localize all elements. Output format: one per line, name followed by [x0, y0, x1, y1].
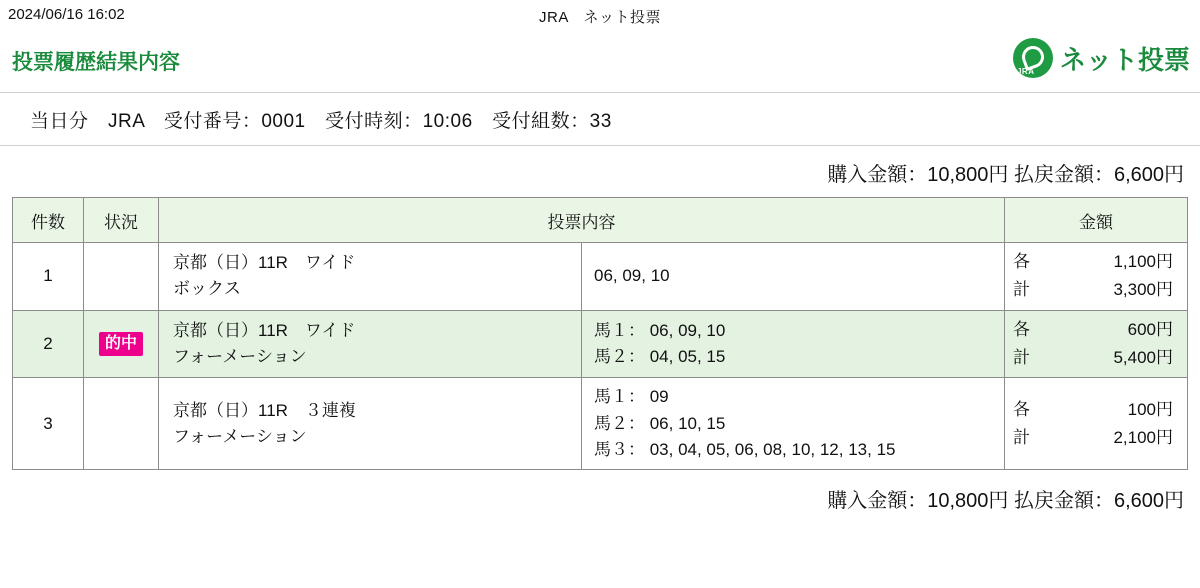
amount-grid — [1005, 249, 1187, 304]
table-header-row — [13, 198, 1188, 243]
selection-line: 06, 09, 10 — [594, 266, 670, 286]
amount-grid — [1005, 317, 1187, 372]
amount-label: 計 — [1013, 280, 1030, 300]
row-selection-cell — [582, 243, 1005, 311]
row-bet-detail-cell — [159, 378, 582, 470]
jra-logo-text: JRA — [1016, 67, 1035, 76]
totals-bottom-text: 購入金額：10,800円 払戻金額：6,600円 — [827, 490, 1184, 513]
page-header — [0, 30, 1200, 92]
totals-bottom — [0, 470, 1200, 513]
table-row — [13, 378, 1188, 470]
amount-value: 1,100円 — [1113, 252, 1173, 271]
row-bet-detail-cell — [159, 243, 582, 311]
amount-value: 5,400円 — [1113, 348, 1173, 368]
bet-history-table — [12, 197, 1188, 470]
amount-label: 計 — [1013, 427, 1030, 447]
amount-value: 3,300円 — [1113, 280, 1173, 300]
header-amount: 金額 — [1005, 198, 1188, 243]
bet-detail-line: 京都（日）11R ワイド — [173, 320, 356, 340]
amount-label: 各 — [1013, 252, 1030, 271]
selection-line: 馬３： 03, 04, 05, 06, 08, 10, 12, 13, 15 — [594, 440, 896, 460]
selection-line: 馬２： 06, 10, 15 — [594, 413, 726, 433]
totals-top-text: 購入金額：10,800円 払戻金額：6,600円 — [827, 164, 1184, 186]
receipt-info-text: 当日分 JRA 受付番号：0001 受付時刻：10:06 受付組数：33 — [30, 110, 612, 132]
timestamp-label: 2024/06/16 16:02 — [8, 6, 125, 23]
header-content: 投票内容 — [159, 198, 1005, 243]
bet-detail-line: 京都（日）11R ワイド — [173, 253, 356, 272]
row-status-cell — [84, 378, 159, 470]
row-count-cell: 3 — [13, 378, 84, 470]
row-bet-detail-cell — [159, 310, 582, 378]
bet-detail-line: フォーメーション — [173, 347, 307, 367]
page-title: 投票履歴結果内容 — [12, 51, 180, 74]
row-amount-cell — [1005, 243, 1188, 311]
bet-detail-line: フォーメーション — [173, 426, 307, 446]
amount-label: 各 — [1013, 319, 1030, 339]
jra-horse-icon — [1013, 38, 1053, 78]
row-status-cell — [84, 243, 159, 311]
row-count-cell: 1 — [13, 243, 84, 311]
header-count: 件数 — [13, 198, 84, 243]
table-row — [13, 310, 1188, 378]
amount-value: 100円 — [1127, 399, 1173, 419]
amount-label: 計 — [1013, 348, 1030, 368]
amount-grid — [1005, 397, 1187, 452]
selection-line: 馬２： 04, 05, 15 — [594, 347, 726, 367]
receipt-info-band — [0, 92, 1200, 146]
top-status-bar — [0, 0, 1200, 30]
selection-line: 馬１： 06, 09, 10 — [594, 320, 726, 340]
amount-value: 2,100円 — [1113, 427, 1173, 447]
row-selection-cell — [582, 378, 1005, 470]
status-badge: 的中 — [99, 332, 143, 357]
selection-line: 馬１： 09 — [594, 387, 669, 407]
row-status-cell — [84, 310, 159, 378]
row-amount-cell — [1005, 378, 1188, 470]
table-row — [13, 243, 1188, 311]
window-title: JRA ネット投票 — [538, 9, 661, 26]
totals-top — [0, 146, 1200, 197]
row-amount-cell — [1005, 310, 1188, 378]
amount-value: 600円 — [1127, 319, 1173, 339]
row-count-cell: 2 — [13, 310, 84, 378]
brand-name-label: ネット投票 — [1059, 44, 1190, 75]
row-selection-cell — [582, 310, 1005, 378]
brand-logo-group — [1013, 38, 1190, 78]
amount-label: 各 — [1013, 399, 1030, 419]
header-status: 状況 — [84, 198, 159, 243]
bet-detail-line: ボックス — [173, 279, 241, 299]
bet-detail-line: 京都（日）11R ３連複 — [173, 400, 356, 420]
